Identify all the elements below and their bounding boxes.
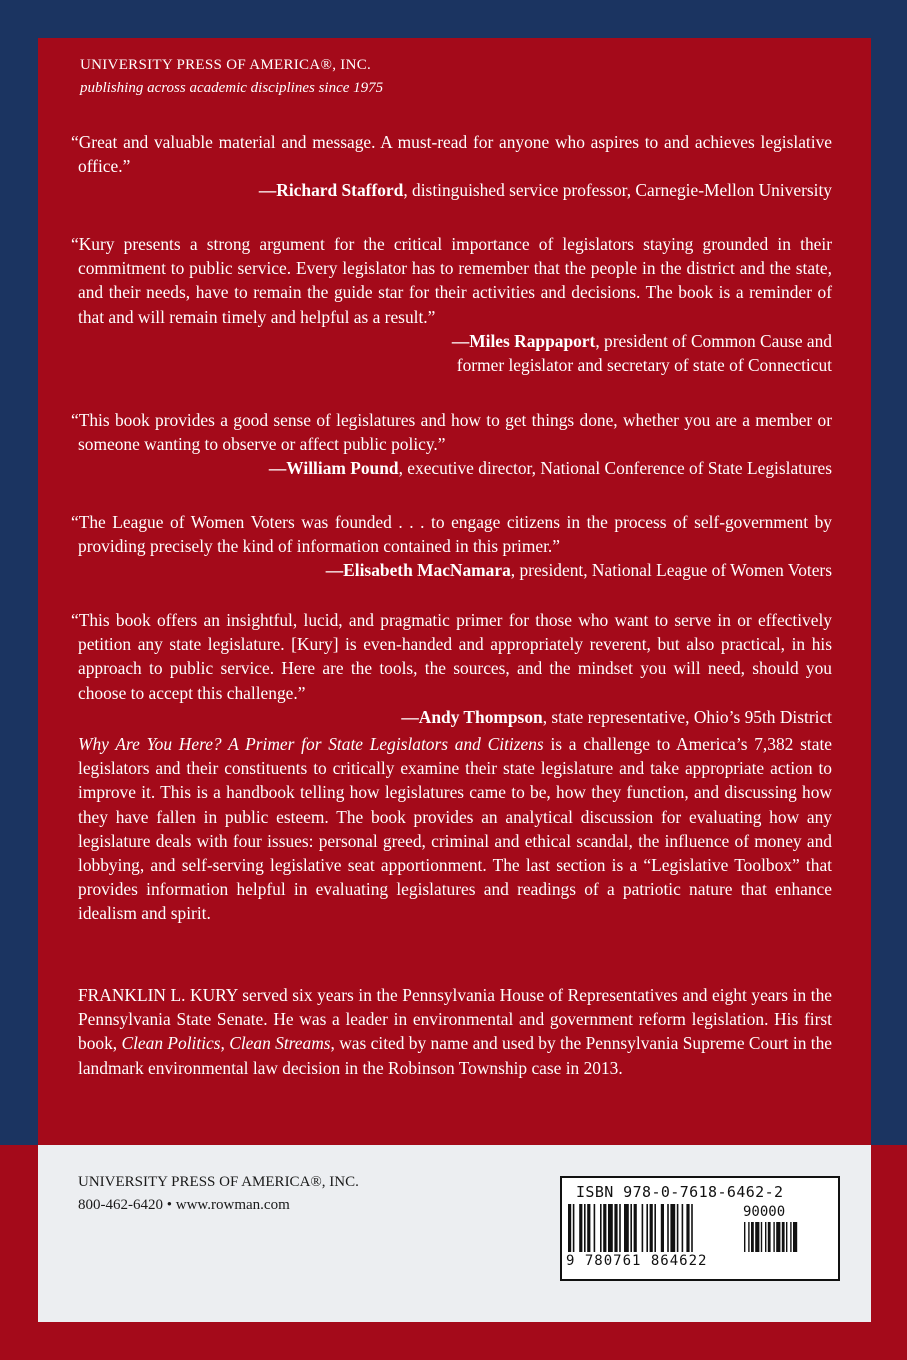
quote-attribution: —Elisabeth MacNamara, president, National League of Women Voters bbox=[325, 560, 832, 581]
footer-publisher: UNIVERSITY PRESS OF AMERICA®, INC. bbox=[78, 1174, 359, 1190]
endorsement-4 bbox=[71, 510, 832, 583]
endorsement-5 bbox=[71, 608, 832, 729]
author-bio: FRANKLIN L. KURY served six years in the Pennsylvania House of Representatives and eight years in the Pennsylvania State Senate. He was a leader in environmental and government reform legislation. His first book, Clean Politics, Clean Streams, was cited by name and used by the Pennsylvania Supreme Court in the landmark environmental law decision in the Robinson Township case in 2013. bbox=[78, 985, 832, 1078]
quote-attribution: —Andy Thompson, state representative, Ohio’s 95th District bbox=[401, 706, 832, 727]
book-description bbox=[78, 732, 832, 926]
quote-text: “Kury presents a strong argument for the critical importance of legislators staying grounded in their commitment to public service. Every legislator has to remember that the people in the district and the state, and their needs, have to remain the guide star for their activities and decisions. The book is a reminder of that and will remain timely and helpful as a result.” bbox=[71, 234, 832, 327]
quote-attribution: —William Pound, executive director, National Conference of State Legislatures bbox=[268, 458, 832, 479]
publisher-footer-box bbox=[38, 1145, 871, 1322]
quote-attribution-line2: former legislator and secretary of state of Connecticut bbox=[456, 355, 832, 376]
isbn-barcode bbox=[560, 1176, 840, 1281]
quote-attribution: —Miles Rappaport, president of Common Cause and bbox=[451, 330, 832, 351]
barcode-digits: 9 780761 864622 bbox=[566, 1253, 708, 1269]
back-cover-panel bbox=[38, 38, 871, 1145]
author-first-book: Clean Politics, Clean Streams bbox=[121, 1033, 331, 1054]
quote-text: “The League of Women Voters was founded . . . to engage citizens in the process of self-government by providing precisely the kind of information contained in this primer.” bbox=[71, 512, 832, 557]
quote-text: “Great and valuable material and message. A must-read for anyone who aspires to and achieves legislative office.” bbox=[71, 132, 832, 177]
barcode-bars bbox=[568, 1204, 832, 1254]
footer-contact: 800-462-6420 • www.rowman.com bbox=[78, 1197, 290, 1213]
price-code: 90000 bbox=[743, 1204, 786, 1220]
endorsement-3 bbox=[71, 408, 832, 481]
endorsement-2 bbox=[71, 232, 832, 377]
quote-attribution: —Richard Stafford, distinguished service professor, Carnegie-Mellon University bbox=[258, 180, 832, 201]
endorsement-1 bbox=[71, 130, 832, 203]
publisher-name: UNIVERSITY PRESS OF AMERICA®, INC. bbox=[80, 57, 372, 73]
book-title: Why Are You Here? A Primer for State Legislators and Citizens bbox=[78, 734, 544, 754]
quote-text: “This book provides a good sense of legislatures and how to get things done, whether you are a member or someone wanting to observe or affect public policy.” bbox=[71, 410, 832, 455]
publisher-tagline: publishing across academic disciplines since 1975 bbox=[80, 80, 384, 96]
quote-text: “This book offers an insightful, lucid, and pragmatic primer for those who want to serve in or effectively petition any state legislature. [Kury] is even-handed and appropriately reverent, but also practical, in his approach to public service. Here are the tools, the sources, and the mindset you will need, should you choose to accept this challenge.” bbox=[71, 610, 832, 703]
isbn-number: ISBN 978-0-7618-6462-2 bbox=[576, 1183, 784, 1201]
description-body: is a challenge to America’s 7,382 state legislators and their constituents to critically examine their state legislature and take appropriate action to improve it. This is a handbook telling how legislatures came to be, how they function, and discussing how they have fallen in public esteem. The book provides an analytical discussion for evaluating how any legislature deals with four issues: personal greed, criminal and ethical scandal, the influence of money and lobbying, and self-serving legislative seat apportionment. The last section is a “Legislative Toolbox” that provides information helpful in evaluating legislatures and readings of a patriotic nature that enhance idealism and spirit. bbox=[78, 734, 832, 924]
